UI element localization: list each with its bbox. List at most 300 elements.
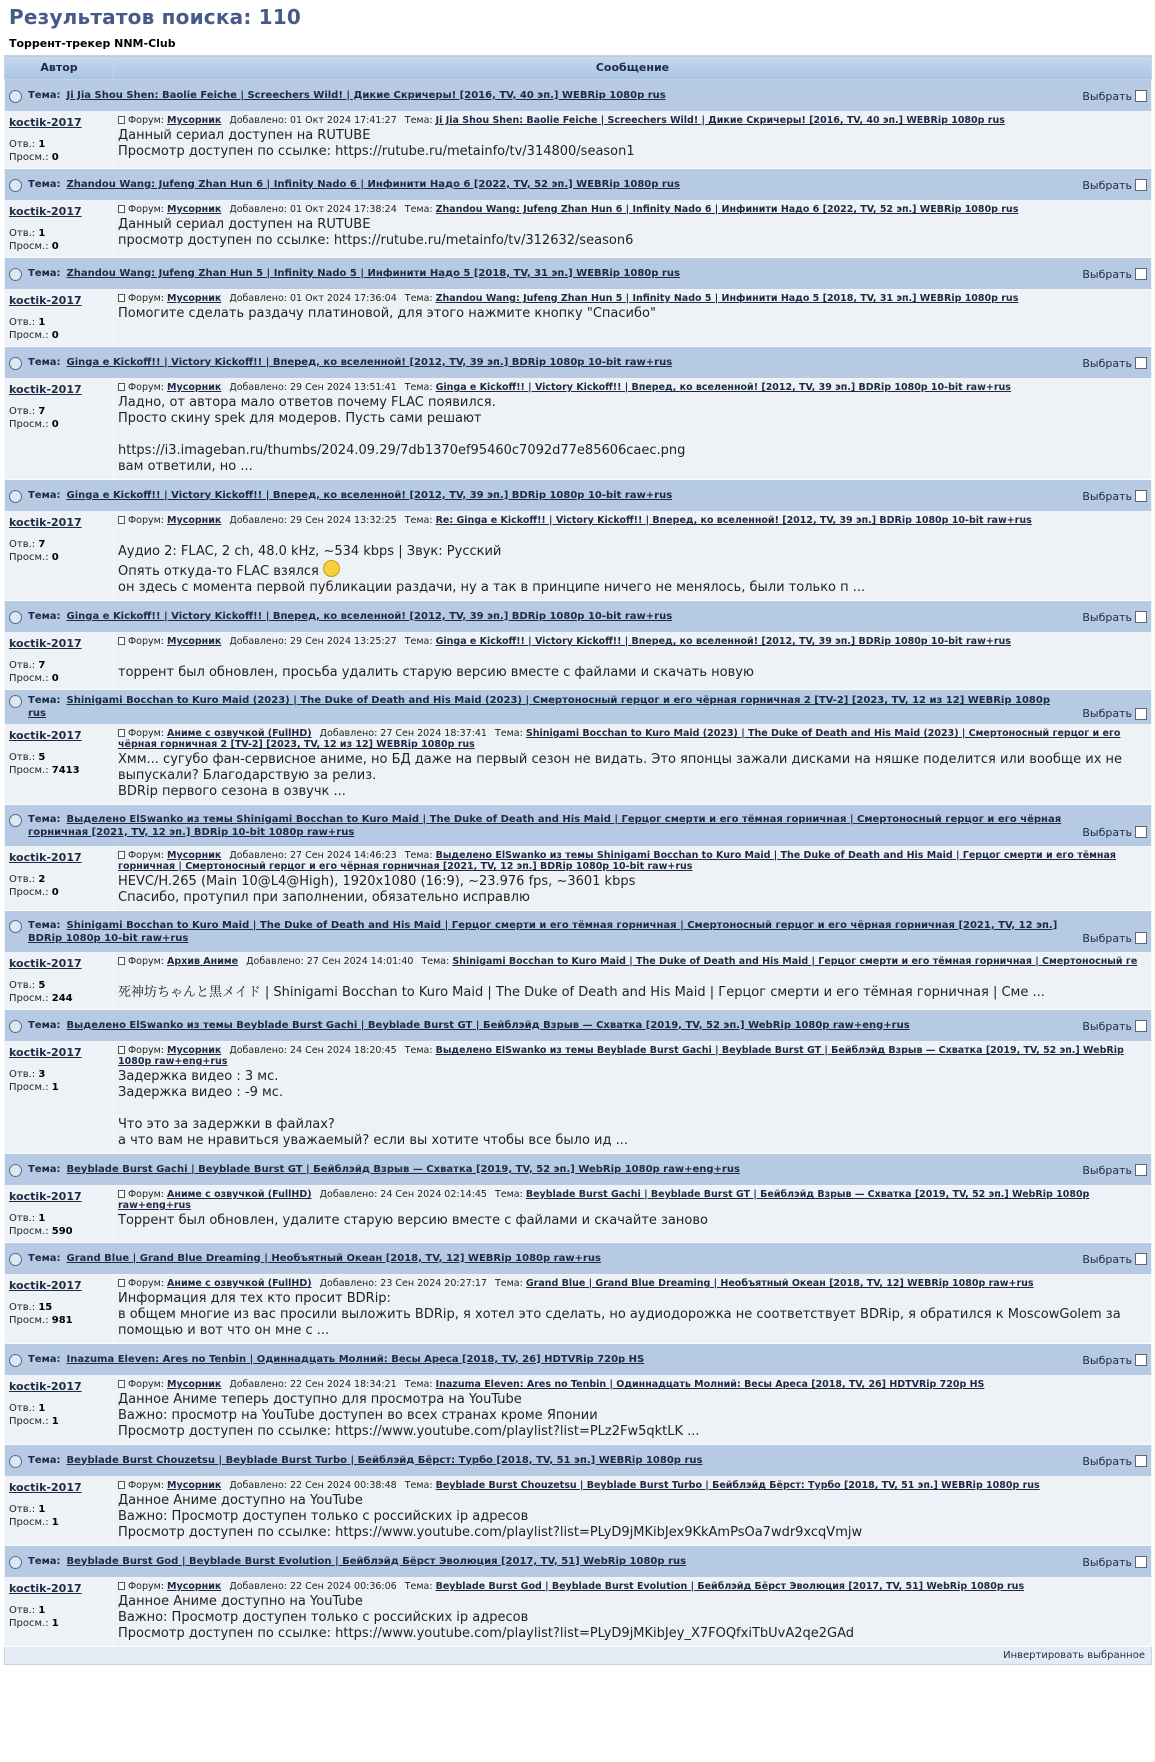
topic-line (28, 267, 1069, 280)
topic-label: Тема: (404, 1045, 433, 1056)
post-body: Помогите сделать раздачу платиновой, для этого нажмите кнопку "Спасибо" (118, 306, 656, 321)
topic-label: Тема: (494, 1189, 523, 1200)
select-checkbox[interactable] (1135, 490, 1147, 502)
post-date: 27 Сен 2024 18:37:41 (380, 728, 487, 739)
post-cell (114, 1042, 1152, 1154)
author-stats (9, 1068, 109, 1094)
post-cell (114, 1578, 1152, 1647)
topic-link[interactable]: Ginga e Kickoff!! | Victory Kickoff!! | Вперед, ко вселенной! [2012, TV, 39 эп.] BDRip 1080p 10-bit raw+rus (66, 610, 673, 622)
added-label: Добавлено: (229, 382, 287, 393)
views-value: 1 (51, 1416, 59, 1427)
column-header-message: Сообщение (114, 56, 1152, 80)
topic-line (28, 610, 1069, 623)
select-checkbox-area[interactable] (1075, 90, 1147, 103)
author-stats (9, 873, 109, 899)
select-checkbox-area[interactable] (1075, 1354, 1147, 1367)
topic-label: Тема: (404, 1379, 433, 1390)
topic-cell (5, 347, 1152, 379)
topic-header (9, 1019, 1147, 1033)
topic-line (28, 919, 1069, 945)
author-link[interactable]: koctik-2017 (9, 383, 82, 396)
added-label: Добавлено: (319, 728, 378, 739)
author-stats (9, 1212, 109, 1238)
author-stats (9, 316, 109, 342)
author-cell (5, 1477, 114, 1546)
added-label: Добавлено: (229, 115, 287, 126)
topic-row (5, 805, 1152, 847)
topic-line (28, 1019, 1069, 1032)
column-header-author: Автор (5, 56, 114, 80)
select-checkbox-area[interactable] (1075, 932, 1147, 945)
topic-link[interactable]: Beyblade Burst Gachi | Beyblade Burst GT | Бейблэйд Взрыв — Схватка [2019, TV, 52 эп.] WebRip 1080p raw+eng+rus (66, 1163, 740, 1175)
topic-link[interactable]: Shinigami Bocchan to Kuro Maid (2023) | The Duke of Death and His Maid (2023) | Смертоносный герцог и его чёрная горничная 2 [TV-2] [2023, TV, 12 из 12] WEBRip 1080p rus (28, 695, 1050, 719)
replies-label: Отв.: (9, 539, 36, 550)
forum-link[interactable]: Мусорник (167, 515, 222, 526)
author-cell (5, 1275, 114, 1344)
post-row (5, 201, 1152, 258)
topic-row (5, 80, 1152, 112)
views-count (9, 151, 109, 164)
post-topic-link[interactable]: Ginga e Kickoff!! | Victory Kickoff!! | Вперед, ко вселенной! [2012, TV, 39 эп.] BDRip 1080p 10-bit raw+rus (435, 636, 1011, 647)
forum-link[interactable]: Мусорник (167, 115, 222, 126)
topic-line (28, 1353, 1069, 1366)
post-topic-link[interactable]: Выделено ElSwanko из темы Shinigami Bocchan to Kuro Maid | The Duke of Death and His Maid | Герцог смерти и его тёмная горничная | Смертоносный герцог и его чёрная горничная [2021, TV, 12 эп.] BDRip 1080p 10-bit raw+rus (118, 850, 1117, 872)
author-link[interactable]: koctik-2017 (9, 1190, 82, 1203)
post-meta (118, 382, 1147, 393)
topic-cell (5, 1445, 1152, 1477)
post-topic-link[interactable]: Beyblade Burst God | Beyblade Burst Evolution | Бейблэйд Бёрст Эволюция [2017, TV, 51] WebRip 1080p rus (435, 1581, 1025, 1592)
forum-link[interactable]: Мусорник (167, 204, 222, 215)
post-row (5, 847, 1152, 911)
select-checkbox[interactable] (1135, 611, 1147, 623)
post-icon (118, 851, 125, 859)
topic-link[interactable]: Ginga e Kickoff!! | Victory Kickoff!! | Вперед, ко вселенной! [2012, TV, 39 эп.] BDRip 1080p 10-bit raw+rus (66, 489, 673, 501)
forum-link[interactable]: Аниме с озвучкой (FullHD) (167, 1189, 312, 1200)
post-topic-link[interactable]: Shinigami Bocchan to Kuro Maid (2023) | The Duke of Death and His Maid (2023) | Смертоносный герцог и его чёрная горничная 2 [TV-2] [2023, TV, 12 из 12] WEBRip 1080p rus (118, 728, 1121, 750)
topic-status-icon (9, 695, 22, 708)
replies-value: 1 (38, 228, 46, 239)
topic-link[interactable]: Beyblade Burst God | Beyblade Burst Evolution | Бейблэйд Бёрст Эволюция [2017, TV, 51] WebRip 1080p rus (66, 1555, 687, 1567)
select-label: Выбрать (1082, 89, 1132, 103)
author-stats (9, 405, 109, 431)
added-label: Добавлено: (319, 1189, 378, 1200)
site-name[interactable]: Торрент-трекер NNM-Club (9, 37, 176, 50)
select-checkbox-area[interactable] (1075, 179, 1147, 192)
topic-label: Тема: (28, 1555, 61, 1567)
post-row (5, 1477, 1152, 1546)
topic-label: Тема: (494, 1278, 523, 1289)
forum-link[interactable]: Мусорник (167, 1480, 222, 1491)
select-checkbox[interactable] (1135, 1556, 1147, 1568)
select-checkbox[interactable] (1135, 1455, 1147, 1467)
author-link[interactable]: koctik-2017 (9, 205, 82, 218)
replies-value: 7 (38, 660, 46, 671)
replies-count (9, 1402, 109, 1415)
replies-count (9, 751, 109, 764)
topic-label: Тема: (28, 1019, 61, 1031)
select-checkbox[interactable] (1135, 1253, 1147, 1265)
topic-row (5, 1546, 1152, 1578)
author-link[interactable]: koctik-2017 (9, 516, 82, 529)
select-checkbox-area[interactable] (1075, 1556, 1147, 1569)
select-checkbox-area[interactable] (1075, 826, 1147, 839)
replies-value: 7 (38, 539, 46, 550)
select-checkbox-area[interactable] (1075, 1253, 1147, 1266)
views-count (9, 1415, 109, 1428)
topic-cell (5, 805, 1152, 847)
select-checkbox[interactable] (1135, 1354, 1147, 1366)
select-checkbox-area[interactable] (1075, 1020, 1147, 1033)
post-body: Ладно, от автора мало ответов почему FLAC появился. Просто скину spek для модеров. Пусть сами решают https://i3.imageban.ru/thumbs/2024.09.29/7db1370ef95460c7092d77e85606caec.png вам ответили, но ... (118, 395, 686, 474)
forum-label: Форум: (128, 728, 165, 739)
added-label: Добавлено: (229, 1379, 287, 1390)
forum-label: Форум: (128, 115, 165, 126)
topic-link[interactable]: Ginga e Kickoff!! | Victory Kickoff!! | Вперед, ко вселенной! [2012, TV, 39 эп.] BDRip 1080p 10-bit raw+rus (66, 356, 673, 368)
topic-cell (5, 1546, 1152, 1578)
topic-header (9, 610, 1147, 624)
topic-label: Тема: (404, 1581, 433, 1592)
post-date: 01 Окт 2024 17:41:27 (290, 115, 397, 126)
replies-count (9, 138, 109, 151)
topic-label: Тема: (28, 1353, 61, 1365)
forum-label: Форум: (128, 850, 165, 861)
invert-selection-link[interactable]: Инвертировать выбранное (1003, 1650, 1145, 1661)
select-checkbox[interactable] (1135, 268, 1147, 280)
post-icon (118, 1582, 125, 1590)
post-meta (118, 636, 1147, 647)
forum-label: Форум: (128, 1581, 165, 1592)
author-link[interactable]: koctik-2017 (9, 116, 82, 129)
topic-link[interactable]: Beyblade Burst Chouzetsu | Beyblade Burst Turbo | Бейблэйд Бёрст: Турбо [2018, TV, 51 эп.] WEBRip 1080p rus (66, 1454, 703, 1466)
forum-label: Форум: (128, 1189, 165, 1200)
replies-count (9, 1301, 109, 1314)
select-checkbox[interactable] (1135, 90, 1147, 102)
post-icon (118, 1046, 125, 1054)
topic-label: Тема: (404, 204, 433, 215)
views-value: 1 (51, 1517, 59, 1528)
post-date: 22 Сен 2024 00:38:48 (290, 1480, 397, 1491)
select-checkbox[interactable] (1135, 357, 1147, 369)
post-meta (118, 204, 1147, 215)
topic-line (28, 178, 1069, 191)
select-checkbox-area[interactable] (1075, 268, 1147, 281)
topic-cell (5, 169, 1152, 201)
post-row (5, 512, 1152, 601)
views-count (9, 418, 109, 431)
author-link[interactable]: koctik-2017 (9, 851, 82, 864)
topic-link[interactable]: Zhandou Wang: Jufeng Zhan Hun 6 | Infinity Nado 6 | Инфинити Надо 6 [2022, TV, 52 эп.] WEBRip 1080p rus (66, 178, 680, 190)
author-link[interactable]: koctik-2017 (9, 1380, 82, 1393)
forum-link[interactable]: Мусорник (167, 850, 222, 861)
topic-status-icon (9, 1020, 22, 1033)
topic-label: Тема: (28, 356, 61, 368)
forum-label: Форум: (128, 382, 165, 393)
forum-link[interactable]: Мусорник (167, 636, 222, 647)
topic-cell (5, 601, 1152, 633)
author-link[interactable]: koctik-2017 (9, 957, 82, 970)
replies-label: Отв.: (9, 752, 36, 763)
views-value: 7413 (51, 765, 80, 776)
select-checkbox-area[interactable] (1075, 1164, 1147, 1177)
replies-label: Отв.: (9, 139, 36, 150)
replies-value: 15 (38, 1302, 53, 1313)
topic-label: Тема: (28, 919, 61, 931)
author-link[interactable]: koctik-2017 (9, 1481, 82, 1494)
topic-line (28, 813, 1069, 839)
forum-link[interactable]: Архив Аниме (167, 956, 239, 967)
forum-label: Форум: (128, 515, 165, 526)
topic-header (9, 1252, 1147, 1266)
post-topic-link[interactable]: Ji Jia Shou Shen: Baolie Feiche | Screechers Wild! | Дикие Скричеры! [2016, TV, 40 эп.] WEBRip 1080p rus (435, 115, 1005, 126)
post-body: Аудио 2: FLAC, 2 ch, 48.0 kHz, ~534 kbps | Звук: Русский (118, 544, 502, 559)
post-row (5, 1042, 1152, 1154)
topic-cell (5, 1010, 1152, 1042)
post-row (5, 1186, 1152, 1243)
select-checkbox-area[interactable] (1075, 707, 1147, 720)
search-results-table (4, 55, 1152, 1665)
post-body: HEVC/H.265 (Main 10@L4@High), 1920x1080 (16:9), ~23.976 fps, ~3601 kbps Спасибо, протупил при заполнении, обязательно исправлю (118, 874, 636, 905)
post-topic-link[interactable]: Beyblade Burst Gachi | Beyblade Burst GT | Бейблэйд Взрыв — Схватка [2019, TV, 52 эп.] WebRip 1080p raw+eng+rus (118, 1189, 1090, 1211)
replies-label: Отв.: (9, 1504, 36, 1515)
post-cell (114, 1186, 1152, 1243)
views-label: Просм.: (9, 330, 49, 341)
views-label: Просм.: (9, 1315, 49, 1326)
views-count (9, 329, 109, 342)
topic-link[interactable]: Выделено ElSwanko из темы Shinigami Bocchan to Kuro Maid | The Duke of Death and His Maid | Герцог смерти и его тёмная горничная | Смертоносный герцог и его чёрная горничная [2021, TV, 12 эп.] BDRip 10-bit 1080p raw+rus (28, 813, 1062, 838)
views-value: 0 (51, 330, 59, 341)
post-cell (114, 847, 1152, 911)
author-link[interactable]: koctik-2017 (9, 1279, 82, 1292)
forum-label: Форум: (128, 204, 165, 215)
post-topic-link[interactable]: Выделено ElSwanko из темы Beyblade Burst Gachi | Beyblade Burst GT | Бейблэйд Взрыв — Схватка [2019, TV, 52 эп.] WebRip 1080p raw+eng+rus (118, 1045, 1124, 1067)
post-body: Данный сериал доступен на RUTUBE Просмотр доступен по ссылке: https://rutube.ru/metainfo/tv/314800/season1 (118, 128, 635, 159)
replies-count (9, 227, 109, 240)
select-checkbox[interactable] (1135, 932, 1147, 944)
topic-label: Тема: (28, 267, 61, 279)
select-checkbox[interactable] (1135, 826, 1147, 838)
author-stats (9, 1402, 109, 1428)
views-label: Просм.: (9, 1517, 49, 1528)
select-checkbox-area[interactable] (1075, 357, 1147, 370)
topic-link[interactable]: Grand Blue | Grand Blue Dreaming | Необъятный Океан [2018, TV, 12] WEBRip 1080p raw+rus (66, 1252, 601, 1264)
author-cell (5, 725, 114, 805)
topic-link[interactable]: Zhandou Wang: Jufeng Zhan Hun 5 | Infinity Nado 5 | Инфинити Надо 5 [2018, TV, 31 эп.] WEBRip 1080p rus (66, 267, 680, 279)
author-stats (9, 538, 109, 564)
post-meta (118, 293, 1147, 304)
forum-label: Форум: (128, 1045, 165, 1056)
topic-cell (5, 690, 1152, 725)
views-value: 244 (51, 993, 73, 1004)
post-topic-link[interactable]: Inazuma Eleven: Ares no Tenbin | Одиннадцать Молний: Весы Ареса [2018, TV, 26] HDTVRip 720p HS (435, 1379, 985, 1390)
views-value: 0 (51, 241, 59, 252)
author-link[interactable]: koctik-2017 (9, 1046, 82, 1059)
smiley-icon (323, 560, 340, 577)
topic-link[interactable]: Shinigami Bocchan to Kuro Maid | The Duke of Death and His Maid | Герцог смерти и его тёмная горничная | Смертоносный герцог и его чёрная горничная [2021, TV, 12 эп.] BDRip 1080p 10-bit raw+rus (28, 919, 1058, 944)
topic-label: Тема: (421, 956, 450, 967)
topic-line (28, 356, 1069, 369)
views-value: 0 (51, 552, 59, 563)
replies-value: 1 (38, 139, 46, 150)
views-label: Просм.: (9, 887, 49, 898)
topic-line (28, 1555, 1069, 1568)
replies-value: 5 (38, 752, 46, 763)
topic-row (5, 169, 1152, 201)
post-body: Данное Аниме доступно на YouTube Важно: Просмотр доступен только с российских ip адресов Просмотр доступен по ссылке: https://www.youtube.com/playlist?list=PLyD9jMKibJex9KkAmPsOa7wdr9xcqVmjw (118, 1493, 863, 1540)
replies-value: 1 (38, 1403, 46, 1414)
topic-header (9, 356, 1147, 370)
views-count (9, 551, 109, 564)
topic-label: Тема: (28, 1252, 61, 1264)
post-row (5, 725, 1152, 805)
replies-label: Отв.: (9, 1605, 36, 1616)
replies-value: 1 (38, 317, 46, 328)
replies-label: Отв.: (9, 660, 36, 671)
post-icon (118, 1279, 125, 1287)
post-date: 23 Сен 2024 20:27:17 (380, 1278, 487, 1289)
post-meta (118, 1480, 1147, 1491)
post-icon (118, 729, 125, 737)
author-cell (5, 379, 114, 480)
author-stats (9, 1301, 109, 1327)
forum-link[interactable]: Аниме с озвучкой (FullHD) (167, 1278, 312, 1289)
topic-status-icon (9, 1354, 22, 1367)
post-date: 01 Окт 2024 17:38:24 (290, 204, 397, 215)
topic-cell (5, 258, 1152, 290)
topic-label: Тема: (28, 178, 61, 190)
topic-row (5, 258, 1152, 290)
topic-label: Тема: (28, 813, 61, 825)
forum-link[interactable]: Мусорник (167, 293, 222, 304)
post-body: Торрент был обновлен, удалите старую версию вместе с файлами и скачайте заново (118, 1213, 708, 1228)
topic-status-icon (9, 179, 22, 192)
forum-link[interactable]: Мусорник (167, 1581, 222, 1592)
forum-link[interactable]: Мусорник (167, 382, 222, 393)
select-checkbox-area[interactable] (1075, 490, 1147, 503)
replies-label: Отв.: (9, 1302, 36, 1313)
topic-link[interactable]: Ji Jia Shou Shen: Baolie Feiche | Screechers Wild! | Дикие Скричеры! [2016, TV, 40 эп.] WEBRip 1080p rus (66, 89, 666, 101)
post-icon (118, 383, 125, 391)
views-label: Просм.: (9, 673, 49, 684)
topic-cell (5, 480, 1152, 512)
post-topic-link[interactable]: Ginga e Kickoff!! | Victory Kickoff!! | Вперед, ко вселенной! [2012, TV, 39 эп.] BDRip 1080p 10-bit raw+rus (435, 382, 1011, 393)
select-checkbox[interactable] (1135, 708, 1147, 720)
topic-line (28, 1163, 1069, 1176)
post-date: 22 Сен 2024 18:34:21 (290, 1379, 397, 1390)
views-label: Просм.: (9, 1082, 49, 1093)
topic-line (28, 1454, 1069, 1467)
select-checkbox-area[interactable] (1075, 1455, 1147, 1468)
post-icon (118, 957, 125, 965)
views-count (9, 1081, 109, 1094)
topic-label: Тема: (494, 728, 523, 739)
select-checkbox[interactable] (1135, 1164, 1147, 1176)
topic-header (9, 919, 1147, 945)
views-label: Просм.: (9, 152, 49, 163)
forum-link[interactable]: Мусорник (167, 1379, 222, 1390)
select-checkbox[interactable] (1135, 179, 1147, 191)
select-label: Выбрать (1082, 178, 1132, 192)
views-label: Просм.: (9, 552, 49, 563)
select-checkbox[interactable] (1135, 1020, 1147, 1032)
replies-count (9, 1604, 109, 1617)
replies-count (9, 538, 109, 551)
topic-status-icon (9, 90, 22, 103)
author-link[interactable]: koctik-2017 (9, 294, 82, 307)
views-value: 0 (51, 419, 59, 430)
topic-status-icon (9, 268, 22, 281)
replies-value: 1 (38, 1213, 46, 1224)
topic-header (9, 1163, 1147, 1177)
post-topic-link[interactable]: Shinigami Bocchan to Kuro Maid | The Duke of Death and His Maid | Герцог смерти и его тёмная горничная | Смертоносный ге (452, 956, 1138, 967)
author-stats (9, 751, 109, 777)
topic-label: Тема: (404, 850, 433, 861)
post-body: Данное Аниме теперь доступно для просмотра на YouTube Важно: просмотр на YouTube доступен во всех странах кроме Японии Просмотр доступен по ссылке: https://www.youtube.com/playlist?list=PLz2Fw5qktLK ... (118, 1392, 700, 1439)
post-body: Информация для тех кто просит BDRip: в общем многие из вас просили выложить BDRip, я хотел это сделать, но аудиодорожка не соответствует BDRip, я обратился к MoscowGolem за помощью и вот что он мне с ... (118, 1291, 1121, 1338)
topic-link[interactable]: Inazuma Eleven: Ares no Tenbin | Одиннадцать Молний: Весы Ареса [2018, TV, 26] HDTVRip 720p HS (66, 1353, 645, 1365)
views-label: Просм.: (9, 765, 49, 776)
select-label: Выбрать (1082, 1252, 1132, 1266)
topic-row (5, 347, 1152, 379)
topic-row (5, 690, 1152, 725)
topic-header (9, 489, 1147, 503)
post-date: 27 Сен 2024 14:46:23 (290, 850, 397, 861)
topic-link[interactable]: Выделено ElSwanko из темы Beyblade Burst Gachi | Beyblade Burst GT | Бейблэйд Взрыв — Схватка [2019, TV, 52 эп.] WebRip 1080p raw+eng+rus (66, 1019, 910, 1031)
views-label: Просм.: (9, 993, 49, 1004)
topic-status-icon (9, 1455, 22, 1468)
replies-count (9, 316, 109, 329)
added-label: Добавлено: (229, 1480, 287, 1491)
post-topic-link[interactable]: Grand Blue | Grand Blue Dreaming | Необъятный Океан [2018, TV, 12] WEBRip 1080p raw+rus (525, 1278, 1034, 1289)
topic-row (5, 911, 1152, 953)
topic-status-icon (9, 1164, 22, 1177)
select-label: Выбрать (1082, 267, 1132, 281)
topic-header (9, 1555, 1147, 1569)
author-link[interactable]: koctik-2017 (9, 637, 82, 650)
author-link[interactable]: koctik-2017 (9, 729, 82, 742)
post-row (5, 379, 1152, 480)
topic-header (9, 1353, 1147, 1367)
replies-count (9, 979, 109, 992)
replies-value: 3 (38, 1069, 46, 1080)
author-link[interactable]: koctik-2017 (9, 1582, 82, 1595)
topic-header (9, 178, 1147, 192)
replies-value: 7 (38, 406, 46, 417)
post-topic-link[interactable]: Re: Ginga e Kickoff!! | Victory Kickoff!! | Вперед, ко вселенной! [2012, TV, 39 эп.] BDRip 1080p 10-bit raw+rus (435, 515, 1032, 526)
post-icon (118, 1481, 125, 1489)
author-cell (5, 633, 114, 690)
select-checkbox-area[interactable] (1075, 611, 1147, 624)
table-footer (5, 1647, 1152, 1665)
topic-label: Тема: (28, 489, 61, 501)
post-cell (114, 725, 1152, 805)
select-label: Выбрать (1082, 707, 1132, 720)
post-topic-link[interactable]: Beyblade Burst Chouzetsu | Beyblade Burst Turbo | Бейблэйд Бёрст: Турбо [2018, TV, 51 эп.] WEBRip 1080p rus (435, 1480, 1040, 1491)
post-topic-link[interactable]: Zhandou Wang: Jufeng Zhan Hun 5 | Infinity Nado 5 | Инфинити Надо 5 [2018, TV, 31 эп.] WEBRip 1080p rus (435, 293, 1019, 304)
post-meta (118, 1278, 1147, 1289)
views-count (9, 1225, 109, 1238)
added-label: Добавлено: (229, 204, 287, 215)
views-count (9, 672, 109, 685)
author-cell (5, 112, 114, 169)
topic-label: Тема: (404, 382, 433, 393)
forum-link[interactable]: Мусорник (167, 1045, 222, 1056)
author-stats (9, 1604, 109, 1630)
added-label: Добавлено: (319, 1278, 378, 1289)
forum-link[interactable]: Аниме с озвучкой (FullHD) (167, 728, 312, 739)
topic-cell (5, 911, 1152, 953)
topic-label: Тема: (404, 1480, 433, 1491)
post-topic-link[interactable]: Zhandou Wang: Jufeng Zhan Hun 6 | Infinity Nado 6 | Инфинити Надо 6 [2022, TV, 52 эп.] WEBRip 1080p rus (435, 204, 1019, 215)
